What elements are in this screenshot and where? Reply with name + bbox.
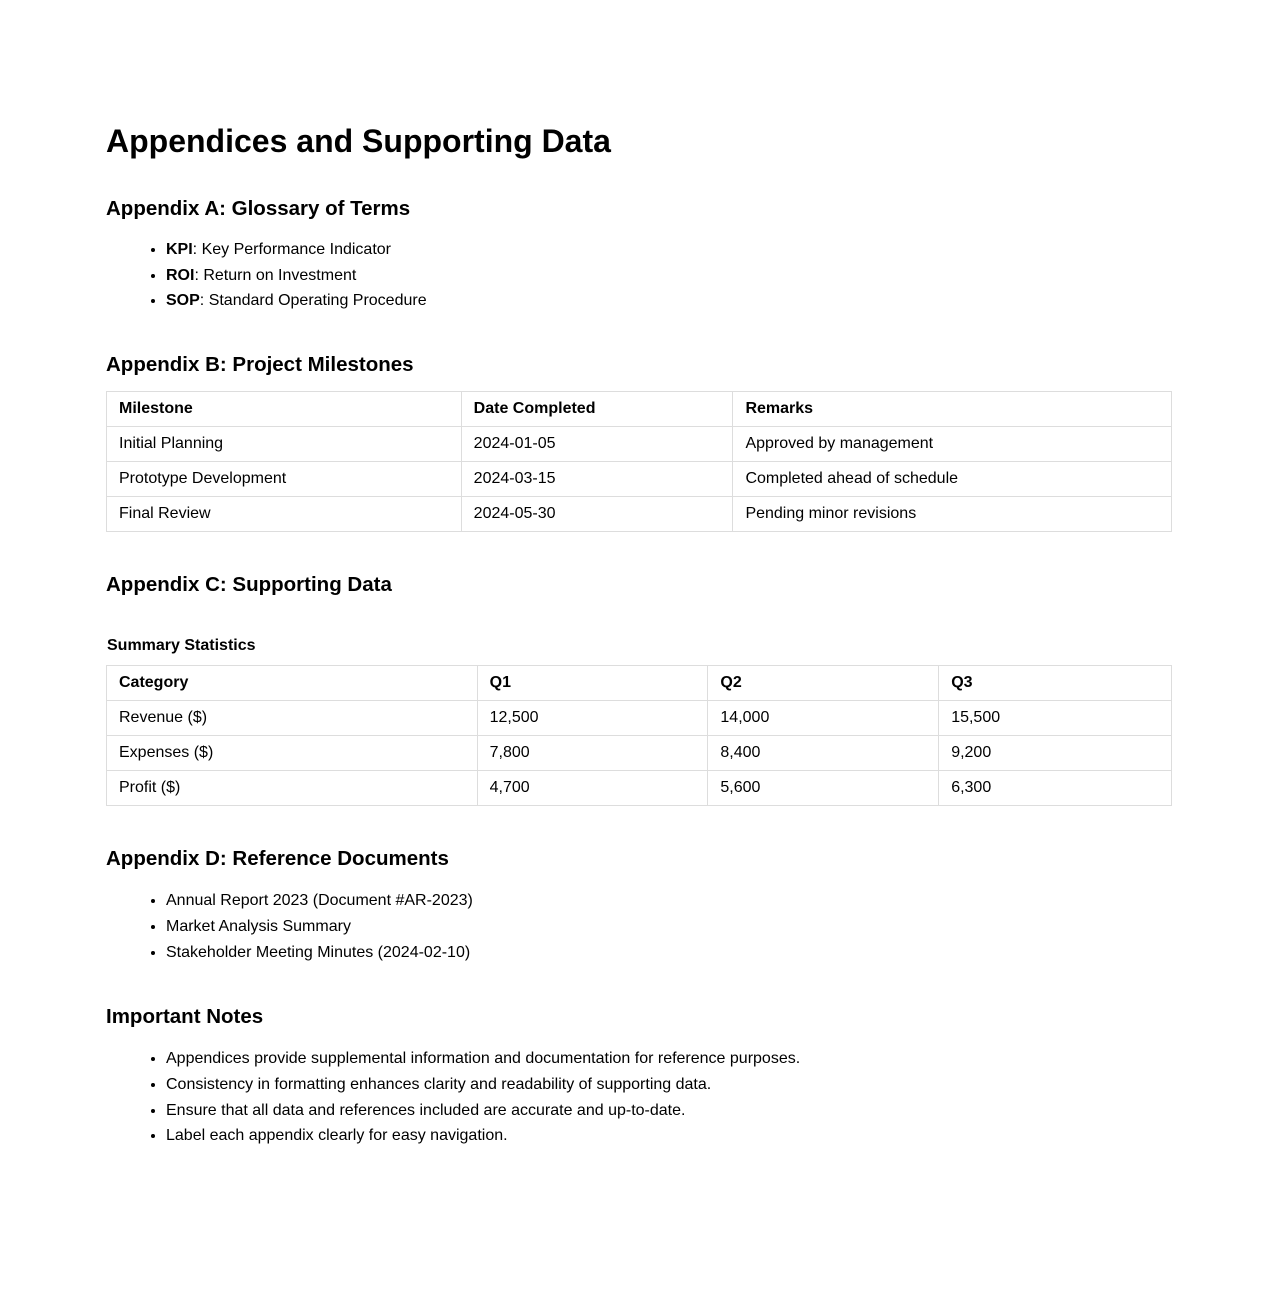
table-cell: 2024-05-30	[461, 497, 733, 532]
appendix-d-heading: Appendix D: Reference Documents	[106, 847, 449, 871]
list-item: • Annual Report 2023 (Document #AR-2023)	[166, 888, 1172, 914]
glossary-term: ROI	[166, 266, 195, 284]
important-notes-list	[106, 1046, 1172, 1149]
table-cell: 2024-01-05	[461, 427, 733, 462]
table-cell: Pending minor revisions	[733, 497, 1172, 532]
table-cell: 12,500	[477, 701, 708, 736]
table-cell: 4,700	[477, 771, 708, 806]
table-row	[107, 701, 1172, 736]
column-header: Q3	[939, 666, 1172, 701]
table-cell: Final Review	[107, 497, 462, 532]
table-cell: 14,000	[708, 701, 939, 736]
table-cell: Profit ($)	[107, 771, 478, 806]
table-row	[107, 462, 1172, 497]
glossary-definition: : Standard Operating Procedure	[199, 292, 427, 310]
table-cell: 2024-03-15	[461, 462, 733, 497]
list-item: • Ensure that all data and references included are accurate and up-to-date.	[166, 1098, 1172, 1124]
reference-documents-list	[106, 888, 1172, 965]
table-cell: 5,600	[708, 771, 939, 806]
glossary-definition: : Key Performance Indicator	[192, 241, 391, 258]
glossary-term: KPI	[166, 241, 193, 258]
appendix-a-heading: Appendix A: Glossary of Terms	[106, 197, 411, 220]
table-header-row	[107, 392, 1172, 427]
table-row	[107, 427, 1172, 462]
table-cell: Revenue ($)	[107, 701, 478, 736]
list-item: • Consistency in formatting enhances clarity and readability of supporting data.	[166, 1072, 1172, 1098]
list-item: • Appendices provide supplemental information and documentation for reference purposes.	[166, 1046, 1172, 1072]
summary-statistics-table	[106, 665, 1172, 806]
table-row	[107, 771, 1172, 806]
table-cell: 15,500	[939, 701, 1172, 736]
list-item: • Stakeholder Meeting Minutes (2024-02-10)	[166, 940, 1172, 966]
table-cell: Initial Planning	[107, 427, 462, 462]
table-cell: Prototype Development	[107, 462, 462, 497]
table-header-row	[107, 666, 1172, 701]
table-cell: Approved by management	[733, 427, 1172, 462]
glossary-list	[106, 237, 1172, 314]
list-item: • Label each appendix clearly for easy navigation.	[166, 1123, 1172, 1149]
glossary-term: SOP	[166, 292, 200, 310]
table-cell: 6,300	[939, 771, 1172, 806]
table-cell: 8,400	[708, 736, 939, 771]
column-header: Date Completed	[461, 392, 733, 427]
page-title: Appendices and Supporting Data	[106, 123, 611, 159]
summary-statistics-heading: Summary Statistics	[107, 637, 256, 655]
table-cell: Expenses ($)	[107, 736, 478, 771]
column-header: Category	[107, 666, 478, 701]
appendix-c-heading: Appendix C: Supporting Data	[106, 573, 392, 597]
list-item: • Market Analysis Summary	[166, 914, 1172, 940]
glossary-item	[166, 237, 1172, 263]
column-header: Milestone	[107, 392, 462, 427]
glossary-item	[166, 263, 1172, 289]
table-cell: 7,800	[477, 736, 708, 771]
table-row	[107, 497, 1172, 532]
table-cell: Completed ahead of schedule	[733, 462, 1172, 497]
column-header: Remarks	[733, 392, 1172, 427]
important-notes-heading: Important Notes	[106, 1005, 264, 1029]
table-cell: 9,200	[939, 736, 1172, 771]
column-header: Q2	[708, 666, 939, 701]
glossary-item	[166, 288, 1172, 314]
milestones-table	[106, 391, 1172, 532]
table-row	[107, 736, 1172, 771]
appendix-b-heading: Appendix B: Project Milestones	[106, 353, 414, 377]
column-header: Q1	[477, 666, 708, 701]
glossary-definition: : Return on Investment	[194, 266, 357, 284]
